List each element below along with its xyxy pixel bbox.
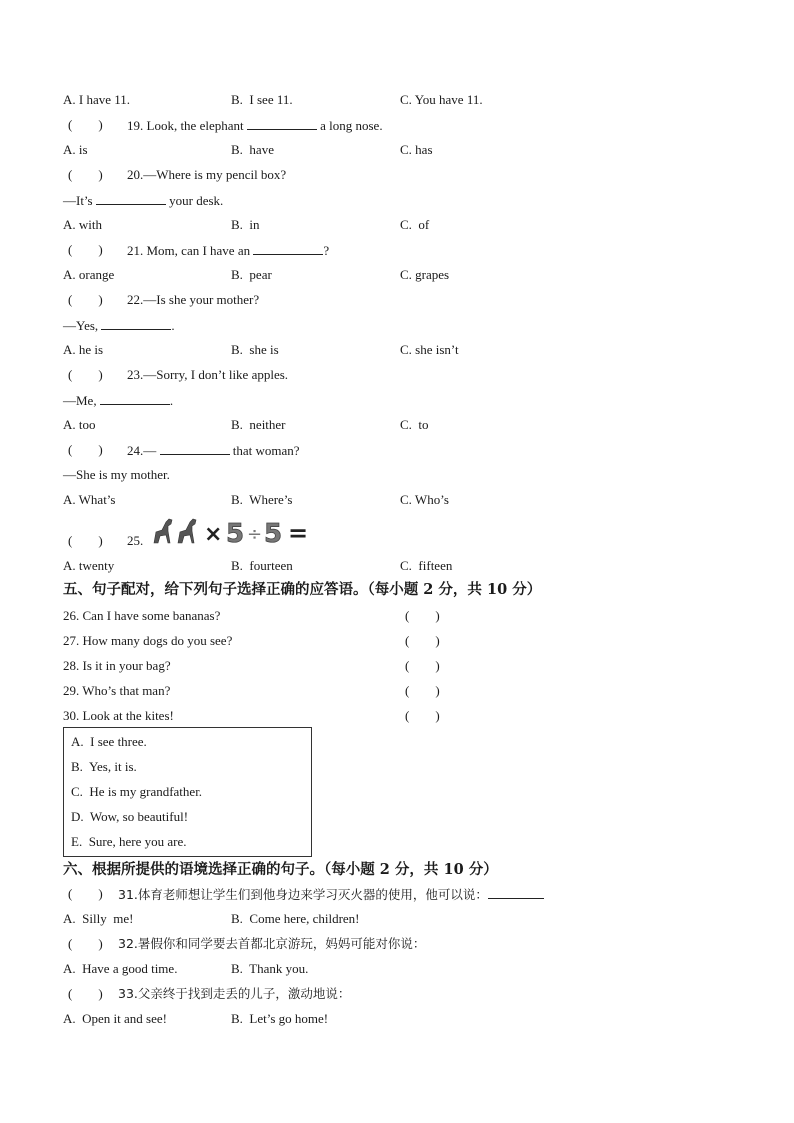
- q32-option-a: A. Have a good time.: [63, 961, 178, 976]
- q23-option-a: A. too: [63, 417, 96, 432]
- answer-a: A. I see three.: [71, 734, 147, 749]
- q20-paren: ( ): [68, 167, 103, 182]
- q32-stem: 32.暑假你和同学要去首都北京游玩，妈妈可能对你说：: [118, 936, 426, 951]
- q18-option-a: A. I have 11.: [63, 92, 131, 107]
- answer-c: C. He is my grandfather.: [71, 784, 203, 799]
- q23-stem: 23.—Sorry, I don’t like apples.: [127, 367, 289, 382]
- q31-option-a: A. Silly me!: [63, 911, 134, 926]
- q23-option-c: C. to: [400, 417, 429, 432]
- number-five: 5: [264, 519, 283, 546]
- section5-title: 五、句子配对，给下列句子选择正确的应答语。（每小题 2 分，共 10 分）: [63, 581, 542, 598]
- dogs-math-picture: [152, 516, 312, 546]
- q27-paren: ( ): [405, 633, 440, 648]
- q18-option-c: C. You have 11.: [400, 92, 483, 107]
- q20-option-c: C. of: [400, 217, 430, 232]
- answer-blank: [96, 192, 166, 205]
- dog-icon: [154, 519, 172, 543]
- q28-stem: 28. Is it in your bag?: [63, 658, 171, 673]
- q27-stem: 27. How many dogs do you see?: [63, 633, 233, 648]
- q20-option-a: A. with: [63, 217, 102, 232]
- q33-option-b: B. Let’s go home!: [231, 1011, 329, 1026]
- dog-icon: [178, 519, 196, 543]
- q22-option-a: A. he is: [63, 342, 104, 357]
- q31-stem: 31.体育老师想让学生们到他身边来学习灭火器的使用，他可以说：: [118, 886, 544, 903]
- q21-option-c: C. grapes: [400, 267, 450, 282]
- q26-stem: 26. Can I have some bananas?: [63, 608, 221, 623]
- q28-paren: ( ): [405, 658, 440, 673]
- q22-option-c: C. she isn’t: [400, 342, 459, 357]
- q20-option-b: B. in: [231, 217, 260, 232]
- divide-sign: ÷: [247, 524, 263, 545]
- q22-paren: ( ): [68, 292, 103, 307]
- q19-option-b: B. have: [231, 142, 274, 157]
- q24-option-a: A. What’s: [63, 492, 116, 507]
- q24-paren: ( ): [68, 442, 103, 457]
- equals-sign: =: [288, 519, 309, 546]
- times-sign: ×: [204, 522, 223, 546]
- number-five: 5: [226, 519, 245, 546]
- q25-option-b: B. fourteen: [231, 558, 293, 573]
- q32-option-b: B. Thank you.: [231, 961, 309, 976]
- q30-paren: ( ): [405, 708, 440, 723]
- q19-paren: ( ): [68, 117, 103, 132]
- q21-stem: 21. Mom, can I have an ?: [127, 243, 330, 258]
- answer-blank: [101, 317, 171, 330]
- answer-blank: [488, 886, 544, 899]
- q23-reply: —Me, .: [63, 393, 174, 408]
- q20-stem: 20.—Where is my pencil box?: [127, 167, 287, 182]
- answer-blank: [253, 242, 323, 255]
- answer-b: B. Yes, it is.: [71, 759, 137, 774]
- q30-stem: 30. Look at the kites!: [63, 708, 174, 723]
- q33-paren: ( ): [68, 986, 103, 1001]
- q31-option-b: B. Come here, children!: [231, 911, 360, 926]
- answer-blank: [160, 442, 230, 455]
- q23-paren: ( ): [68, 367, 103, 382]
- section6-title: 六、根据所提供的语境选择正确的句子。（每小题 2 分，共 10 分）: [63, 861, 498, 878]
- q33-stem: 33.父亲终于找到走丢的儿子，激动地说：: [118, 986, 351, 1001]
- q23-option-b: B. neither: [231, 417, 286, 432]
- q25-stem: 25.: [127, 533, 144, 548]
- q21-option-a: A. orange: [63, 267, 115, 282]
- q18-option-b: B. I see 11.: [231, 92, 293, 107]
- q19-option-c: C. has: [400, 142, 433, 157]
- answer-d: D. Wow, so beautiful!: [71, 809, 189, 824]
- q25-paren: ( ): [68, 533, 103, 548]
- q25-option-a: A. twenty: [63, 558, 115, 573]
- answer-blank: [100, 392, 170, 405]
- q24-reply: —She is my mother.: [63, 467, 170, 482]
- answer-e: E. Sure, here you are.: [71, 834, 187, 849]
- q24-option-c: C. Who’s: [400, 492, 449, 507]
- q29-stem: 29. Who’s that man?: [63, 683, 171, 698]
- q19-option-a: A. is: [63, 142, 88, 157]
- q21-paren: ( ): [68, 242, 103, 257]
- q24-option-b: B. Where’s: [231, 492, 293, 507]
- q19-stem: 19. Look, the elephant a long nose.: [127, 118, 383, 133]
- q24-stem: 24.— that woman?: [127, 443, 300, 458]
- q22-reply: —Yes, .: [63, 318, 175, 333]
- q31-paren: ( ): [68, 886, 103, 901]
- q33-option-a: A. Open it and see!: [63, 1011, 167, 1026]
- q26-paren: ( ): [405, 608, 440, 623]
- q32-paren: ( ): [68, 936, 103, 951]
- q20-reply: —It’s your desk.: [63, 193, 224, 208]
- q21-option-b: B. pear: [231, 267, 272, 282]
- answer-blank: [247, 117, 317, 130]
- q22-stem: 22.—Is she your mother?: [127, 292, 260, 307]
- q22-option-b: B. she is: [231, 342, 279, 357]
- q25-option-c: C. fifteen: [400, 558, 453, 573]
- q29-paren: ( ): [405, 683, 440, 698]
